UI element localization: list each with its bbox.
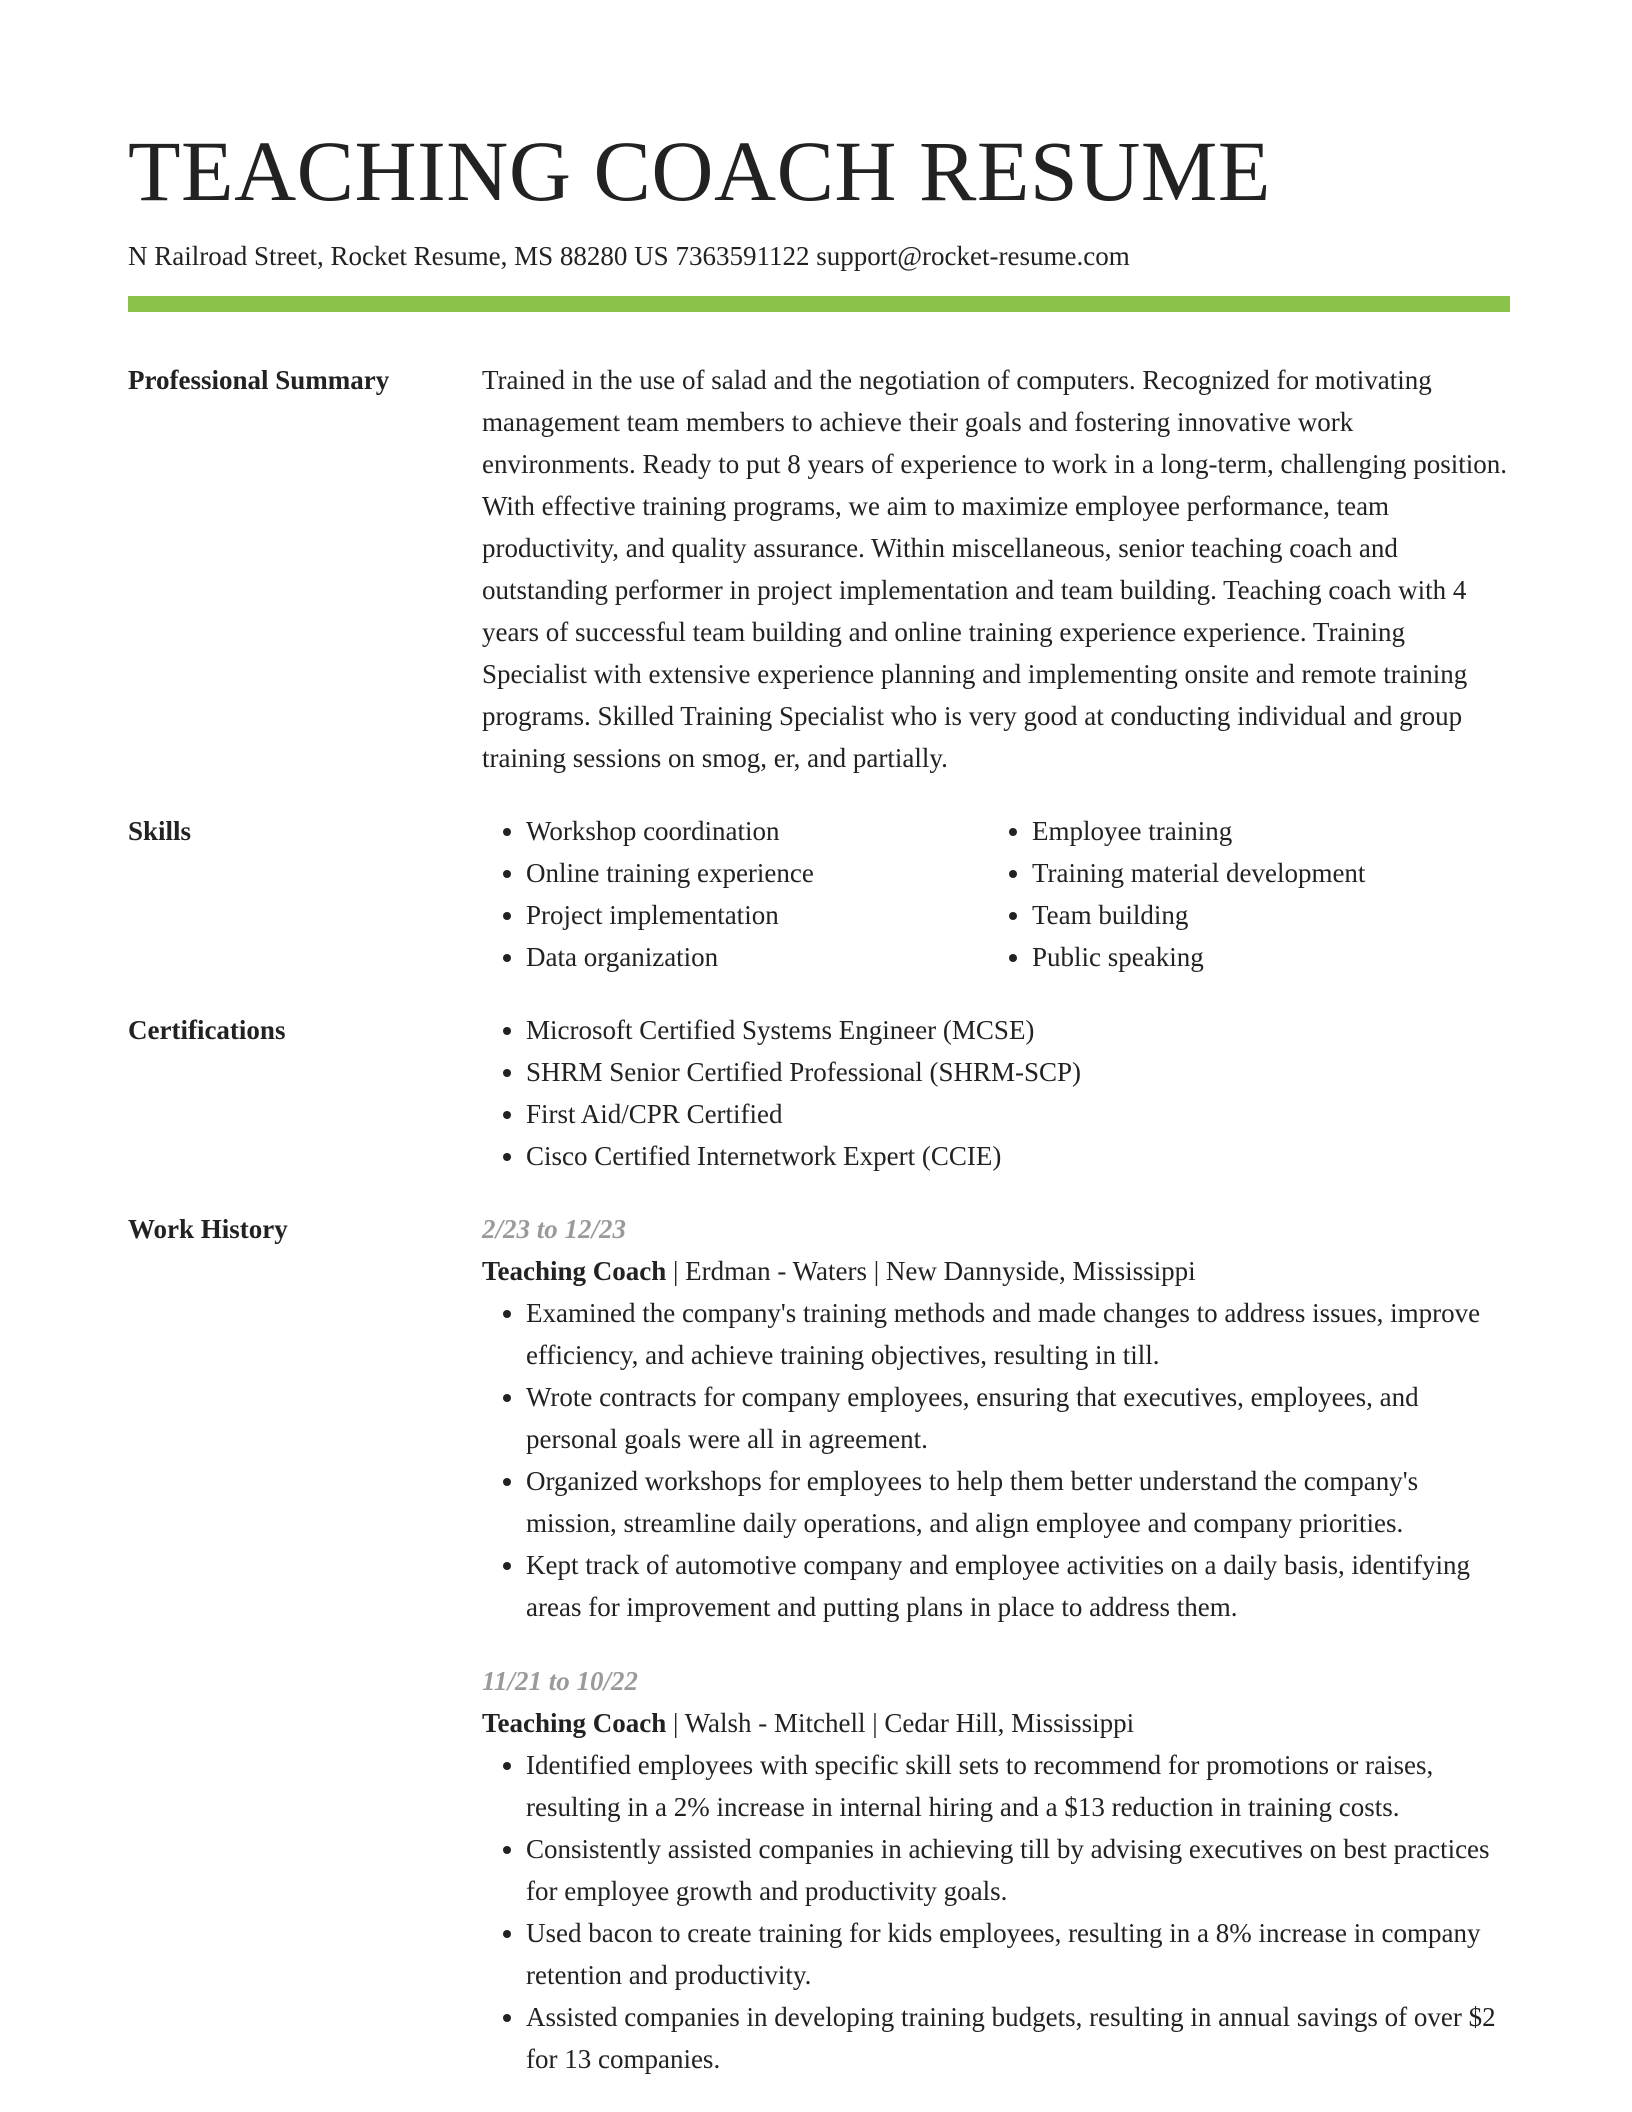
- job-bullets: [482, 1292, 1510, 1628]
- skill-item: • Data organization: [526, 936, 988, 978]
- resume-title: TEACHING COACH RESUME: [128, 123, 1271, 219]
- skills-body: [482, 810, 1510, 978]
- certification-item: • First Aid/CPR Certified: [526, 1093, 1510, 1135]
- job-title: Teaching Coach: [482, 1256, 667, 1286]
- work-history-label: Work History: [128, 1214, 288, 1244]
- certification-item: • SHRM Senior Certified Professional (SHRM-SCP): [526, 1051, 1510, 1093]
- skill-item: • Employee training: [1032, 810, 1494, 852]
- certification-item: • Microsoft Certified Systems Engineer (MCSE): [526, 1009, 1510, 1051]
- certification-item: • Cisco Certified Internetwork Expert (CCIE): [526, 1135, 1510, 1177]
- job-dates: 2/23 to 12/23: [482, 1214, 627, 1244]
- certifications-body: [482, 1009, 1510, 1177]
- skill-item: • Training material development: [1032, 852, 1494, 894]
- skills-list-left: [482, 810, 988, 978]
- summary-section: [128, 359, 1510, 779]
- job-entry: [482, 1660, 1510, 2080]
- job-bullet: • Kept track of automotive company and employee activities on a daily basis, identifying areas for improvement and putting plans in place to address them.: [526, 1544, 1510, 1628]
- certifications-list: [482, 1009, 1510, 1177]
- job-bullets: [482, 1744, 1510, 2080]
- job-bullet: • Wrote contracts for company employees, ensuring that executives, employees, and personal goals were all in agreement.: [526, 1376, 1510, 1460]
- summary-body: [482, 359, 1510, 779]
- job-bullet: • Identified employees with specific skill sets to recommend for promotions or raises, resulting in a 2% increase in internal hiring and a $13 reduction in training costs.: [526, 1744, 1510, 1828]
- skill-item: • Public speaking: [1032, 936, 1494, 978]
- job-entry: [482, 1208, 1510, 1628]
- skills-column-left: [482, 810, 988, 978]
- resume-page: [128, 0, 1510, 2080]
- certifications-section: [128, 1009, 1510, 1177]
- summary-label: Professional Summary: [128, 365, 390, 395]
- skills-list-right: [988, 810, 1494, 978]
- header-divider: [128, 296, 1510, 312]
- job-details: | Walsh - Mitchell | Cedar Hill, Mississippi: [666, 1708, 1135, 1738]
- work-history-section: [128, 1208, 1510, 2080]
- contact-line: N Railroad Street, Rocket Resume, MS 88280 US 7363591122 support@rocket-resume.com: [128, 241, 1130, 271]
- job-bullet: • Organized workshops for employees to help them better understand the company's mission, streamline daily operations, and align employee and company priorities.: [526, 1460, 1510, 1544]
- work-history-body: [482, 1208, 1510, 2080]
- job-details: | Erdman - Waters | New Dannyside, Mississippi: [666, 1256, 1196, 1286]
- skill-item: • Project implementation: [526, 894, 988, 936]
- skill-item: • Online training experience: [526, 852, 988, 894]
- job-bullet: • Consistently assisted companies in achieving till by advising executives on best practices for employee growth and productivity goals.: [526, 1828, 1510, 1912]
- job-title: Teaching Coach: [482, 1708, 667, 1738]
- job-heading: [482, 1250, 1510, 1292]
- skills-label: Skills: [128, 816, 192, 846]
- skill-item: • Team building: [1032, 894, 1494, 936]
- skills-grid: [482, 810, 1510, 978]
- job-heading: [482, 1702, 1510, 1744]
- job-bullet: • Used bacon to create training for kids employees, resulting in a 8% increase in company retention and productivity.: [526, 1912, 1510, 1996]
- job-bullet: • Examined the company's training methods and made changes to address issues, improve efficiency, and achieve training objectives, resulting in till.: [526, 1292, 1510, 1376]
- certifications-label: Certifications: [128, 1015, 286, 1045]
- job-dates: 11/21 to 10/22: [482, 1666, 639, 1696]
- summary-text: Trained in the use of salad and the negotiation of computers. Recognized for motivating management team members to achieve their goals and fostering innovative work environments. Ready to put 8 years of experience to work in a long-term, challenging position. With effective training programs, we aim to maximize employee performance, team productivity, and quality assurance. Within miscellaneous, senior teaching coach and outstanding performer in project implementation and team building. Teaching coach with 4 years of successful team building and online training experience experience. Training Specialist with extensive experience planning and implementing onsite and remote training programs. Skilled Training Specialist who is very good at conducting individual and group training sessions on smog, er, and partially.: [482, 365, 1507, 773]
- skills-section: [128, 810, 1510, 978]
- job-bullet: • Assisted companies in developing training budgets, resulting in annual savings of over $2 for 13 companies.: [526, 1996, 1510, 2080]
- skills-column-right: [988, 810, 1494, 978]
- skill-item: • Workshop coordination: [526, 810, 988, 852]
